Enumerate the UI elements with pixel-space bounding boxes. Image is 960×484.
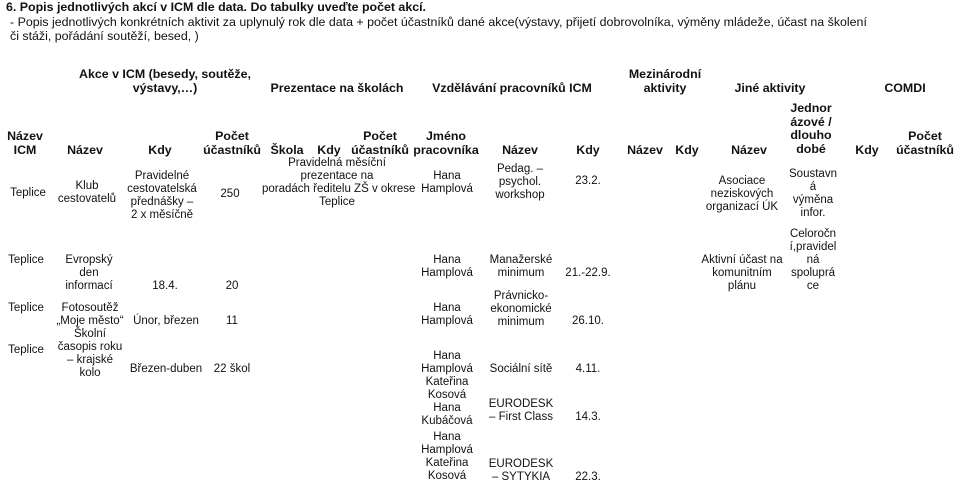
row1-icm: Teplice <box>10 187 46 199</box>
col-mez-kdy: Kdy <box>675 143 699 157</box>
col-mez-nazev: Název <box>627 143 663 157</box>
row1-vzd-nazev: Pedag. – psychol. workshop <box>495 163 545 201</box>
section-heading: 6. Popis jednotlivých akcí v ICM dle data. Do tabulky uveďte počet akcí. <box>6 0 426 14</box>
group-prezentace: Prezentace na školách <box>270 81 404 95</box>
row3-icm: Teplice <box>8 302 44 314</box>
col-skola: Škola <box>270 143 304 157</box>
intro <box>6 0 956 44</box>
row3-akce-nazev: Fotosoutěž „Moje město“ Školní časopis roku – krajské kolo <box>56 302 124 379</box>
row3-akce-kdy: Únor, březen <box>133 315 199 327</box>
row5-vzd-nazev: EURODESK – First Class <box>488 398 554 423</box>
row2-akce-pocet: 20 <box>225 280 239 292</box>
row2-jine: Aktivní účast na komunitním plánu <box>701 254 783 292</box>
row1-prezentace: Pravidelná měsíční prezentace na poradách ředitelu ZŠ v okrese Teplice <box>262 157 416 208</box>
row2-akce-nazev: Evropský den informací <box>65 254 113 292</box>
row6-vzd-kdy: 22.3. <box>575 471 601 483</box>
row2-comdi: Celoročn í,pravidel ná spoluprá ce <box>789 228 837 292</box>
col-vzd-kdy: Kdy <box>576 143 600 157</box>
row4-jmeno: Hana Hamplová Kateřina Kosová Hana Kubáčová <box>421 350 473 427</box>
col-prez-kdy: Kdy <box>317 143 341 157</box>
row3-vzd-kdy: 26.10. <box>572 315 604 327</box>
row1-vzd-kdy: 23.2. <box>575 175 601 187</box>
col-comdi-pocet: Počet účastníků <box>896 129 954 157</box>
row3-jmeno: Hana Hamplová <box>421 302 473 327</box>
row2-jmeno: Hana Hamplová <box>421 254 473 279</box>
row2-vzd-kdy: 21.-22.9. <box>565 267 611 279</box>
col-akce-nazev: Název <box>67 143 103 157</box>
row3-akce-pocet: 11 <box>226 315 238 327</box>
row5-jmeno: Hana Hamplová Kateřina Kosová <box>421 431 473 482</box>
row1-akce-kdy: Pravidelné cestovatelská přednášky – 2 x měsíčně <box>127 170 197 221</box>
group-jine: Jiné aktivity <box>734 81 806 95</box>
col-akce-pocet: Počet účastníků <box>203 129 261 157</box>
row6-vzd-nazev: EURODESK – SYTYKIA <box>488 458 554 483</box>
col-vzd-nazev: Název <box>502 143 538 157</box>
row4-vzd-kdy: 4.11. <box>575 363 601 375</box>
row4-akce-pocet: 22 škol <box>213 363 251 375</box>
col-comdi-kdy: Kdy <box>855 143 879 157</box>
intro-line-2: či stáži, pořádání soutěží, besed, ) <box>10 29 199 43</box>
row2-vzd-nazev: Manažerské minimum <box>489 254 553 279</box>
group-comdi: COMDI <box>884 81 926 95</box>
col-prez-pocet: Počet účastníků <box>351 129 409 157</box>
col-akce-kdy: Kdy <box>148 143 172 157</box>
row1-jine: Asociace neziskových organizací ÚK <box>705 175 779 213</box>
col-nazev-icm: Název ICM <box>7 129 43 157</box>
group-akce: Akce v ICM (besedy, soutěže, výstavy,…) <box>79 67 251 95</box>
group-vzdelavani: Vzdělávání pracovníků ICM <box>432 81 592 95</box>
row3-vzd-nazev: Právnicko- ekonomické minimum <box>490 290 552 328</box>
row1-jmeno: Hana Hamplová <box>421 170 473 195</box>
row1-comdi: Soustavn á výměna infor. <box>789 168 837 219</box>
row4-icm: Teplice <box>8 344 44 356</box>
row1-akce-pocet: 250 <box>220 188 240 200</box>
row5-vzd-kdy: 14.3. <box>575 411 601 423</box>
row4-akce-kdy: Březen-duben <box>129 363 203 375</box>
group-mezinarodni: Mezinárodní aktivity <box>628 67 702 95</box>
intro-line-1: - Popis jednotlivých konkrétních aktivit za uplynulý rok dle data + počet účastníků dané akce(výstavy, přijetí dobrovolníka, výměny mládeže, účast na školení <box>10 14 867 29</box>
col-comdi-jednor: Jednor ázové / dlouho dobé <box>790 101 832 156</box>
row1-akce-nazev: Klub cestovatelů <box>57 180 117 205</box>
col-jine-nazev: Název <box>731 143 767 157</box>
row2-icm: Teplice <box>8 254 44 266</box>
row2-akce-kdy: 18.4. <box>152 280 178 292</box>
col-jmeno: Jméno pracovníka <box>413 129 479 157</box>
row4-vzd-nazev: Sociální sítě <box>489 363 553 375</box>
